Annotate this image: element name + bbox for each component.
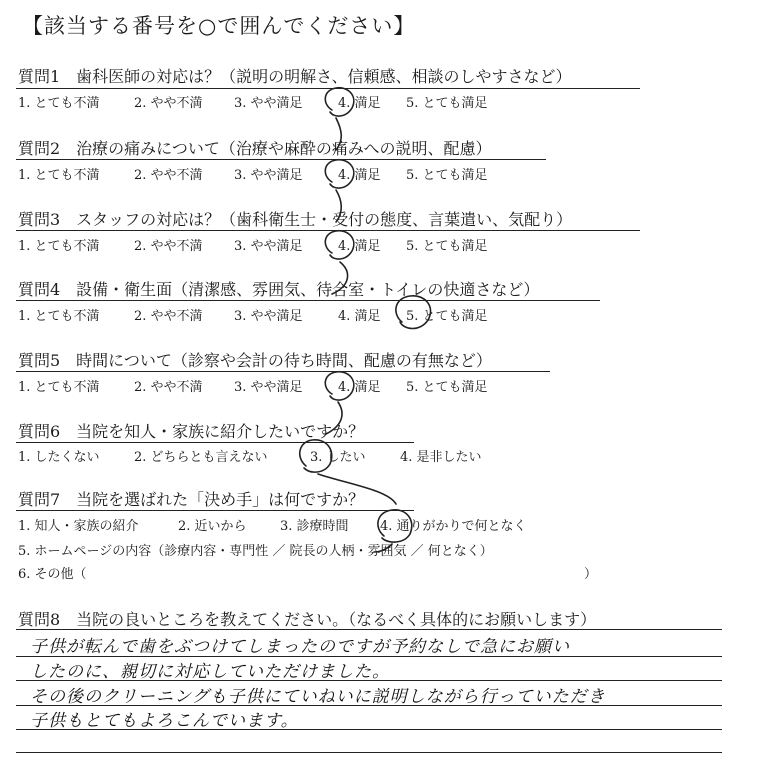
- option-4[interactable]: 4. 満足: [338, 168, 381, 183]
- option-4[interactable]: 4. 満足: [338, 96, 381, 111]
- question-7-option-6-close: ）: [584, 567, 598, 582]
- option-2[interactable]: 2. やや不満: [134, 309, 203, 324]
- option-4[interactable]: 4. 通りがかりで何となく: [380, 519, 527, 534]
- handwritten-answer-line[interactable]: したのに、親切に対応していただけました。: [30, 662, 390, 682]
- option-3[interactable]: 3. やや満足: [234, 96, 303, 111]
- option-1[interactable]: 1. とても不満: [18, 96, 100, 111]
- option-3[interactable]: 3. したい: [310, 450, 366, 465]
- option-2[interactable]: 2. 近いから: [178, 519, 247, 534]
- option-3[interactable]: 3. やや満足: [234, 239, 303, 254]
- option-2[interactable]: 2. やや不満: [134, 380, 203, 395]
- answer-line-0: [16, 629, 722, 630]
- option-4[interactable]: 4. 満足: [338, 239, 381, 254]
- option-1[interactable]: 1. とても不満: [18, 309, 100, 324]
- option-1[interactable]: 1. とても不満: [18, 239, 100, 254]
- option-2[interactable]: 2. やや不満: [134, 96, 203, 111]
- question-5-title: 質問5 時間について（診察や会計の待ち時間、配慮の有無など）: [18, 351, 492, 370]
- handwritten-answer-line[interactable]: 子供が転んで歯をぶつけてしまったのですが予約なしで急にお願い: [30, 637, 570, 657]
- question-7-options: [18, 515, 527, 534]
- question-7-underline: [16, 510, 414, 511]
- question-1-title: 質問1 歯科医師の対応は？（説明の明解さ、信頼感、相談のしやすさなど）: [18, 67, 572, 86]
- option-1[interactable]: 1. とても不満: [18, 380, 100, 395]
- option-1[interactable]: 1. とても不満: [18, 168, 100, 183]
- handwritten-answer-line[interactable]: 子供もとてもよろこんでいます。: [30, 711, 299, 731]
- question-6-underline: [16, 442, 414, 443]
- option-5[interactable]: 5. とても満足: [406, 380, 488, 395]
- option-3[interactable]: 3. やや満足: [234, 380, 303, 395]
- question-8-title: 質問8 当院の良いところを教えてください。（なるべく具体的にお願いします）: [18, 610, 597, 629]
- option-5[interactable]: 5. とても満足: [406, 239, 488, 254]
- question-7-option-5[interactable]: 5. ホームページの内容（診療内容・専門性 ／ 院長の人柄・雰囲気 ／ 何となく）: [18, 544, 493, 559]
- question-6-options: [18, 446, 482, 465]
- option-4[interactable]: 4. 満足: [338, 380, 381, 395]
- question-7-title: 質問7 当院を選ばれた「決め手」は何ですか？: [18, 490, 365, 509]
- question-4-title: 質問4 設備・衛生面（清潔感、雰囲気、待合室・トイレの快適さなど）: [18, 280, 540, 299]
- option-5[interactable]: 5. とても満足: [406, 168, 488, 183]
- question-5-underline: [16, 371, 550, 372]
- option-2[interactable]: 2. やや不満: [134, 239, 203, 254]
- option-3[interactable]: 3. やや満足: [234, 168, 303, 183]
- option-2[interactable]: 2. どちらとも言えない: [134, 450, 268, 465]
- question-7-option-6[interactable]: 6. その他（: [18, 567, 87, 582]
- option-1[interactable]: 1. したくない: [18, 450, 100, 465]
- option-4[interactable]: 4. 是非したい: [400, 450, 482, 465]
- option-5[interactable]: 5. とても満足: [406, 309, 488, 324]
- question-2-title: 質問2 治療の痛みについて（治療や麻酔の痛みへの説明、配慮）: [18, 139, 492, 158]
- question-5-options: [18, 376, 488, 395]
- question-4-options: [18, 305, 488, 324]
- question-3-options: [18, 235, 488, 254]
- option-3[interactable]: 3. 診療時間: [280, 519, 349, 534]
- question-2-options: [18, 164, 488, 183]
- option-3[interactable]: 3. やや満足: [234, 309, 303, 324]
- question-1-options: [18, 92, 488, 111]
- option-5[interactable]: 5. とても満足: [406, 96, 488, 111]
- option-2[interactable]: 2. やや不満: [134, 168, 203, 183]
- question-1-underline: [16, 88, 640, 89]
- handwritten-answer-line[interactable]: その後のクリーニングも子供にていねいに説明しながら行っていただき: [30, 687, 606, 707]
- page-heading: 【該当する番号を○で囲んでください】: [22, 14, 416, 38]
- option-4[interactable]: 4. 満足: [338, 309, 381, 324]
- question-6-title: 質問6 当院を知人・家族に紹介したいですか？: [18, 422, 365, 441]
- option-1[interactable]: 1. 知人・家族の紹介: [18, 519, 139, 534]
- answer-line-5: [16, 752, 722, 753]
- question-2-underline: [16, 159, 546, 160]
- question-3-underline: [16, 230, 640, 231]
- question-3-title: 質問3 スタッフの対応は？（歯科衛生士・受付の態度、言葉遣い、気配り）: [18, 210, 573, 229]
- question-4-underline: [16, 300, 600, 301]
